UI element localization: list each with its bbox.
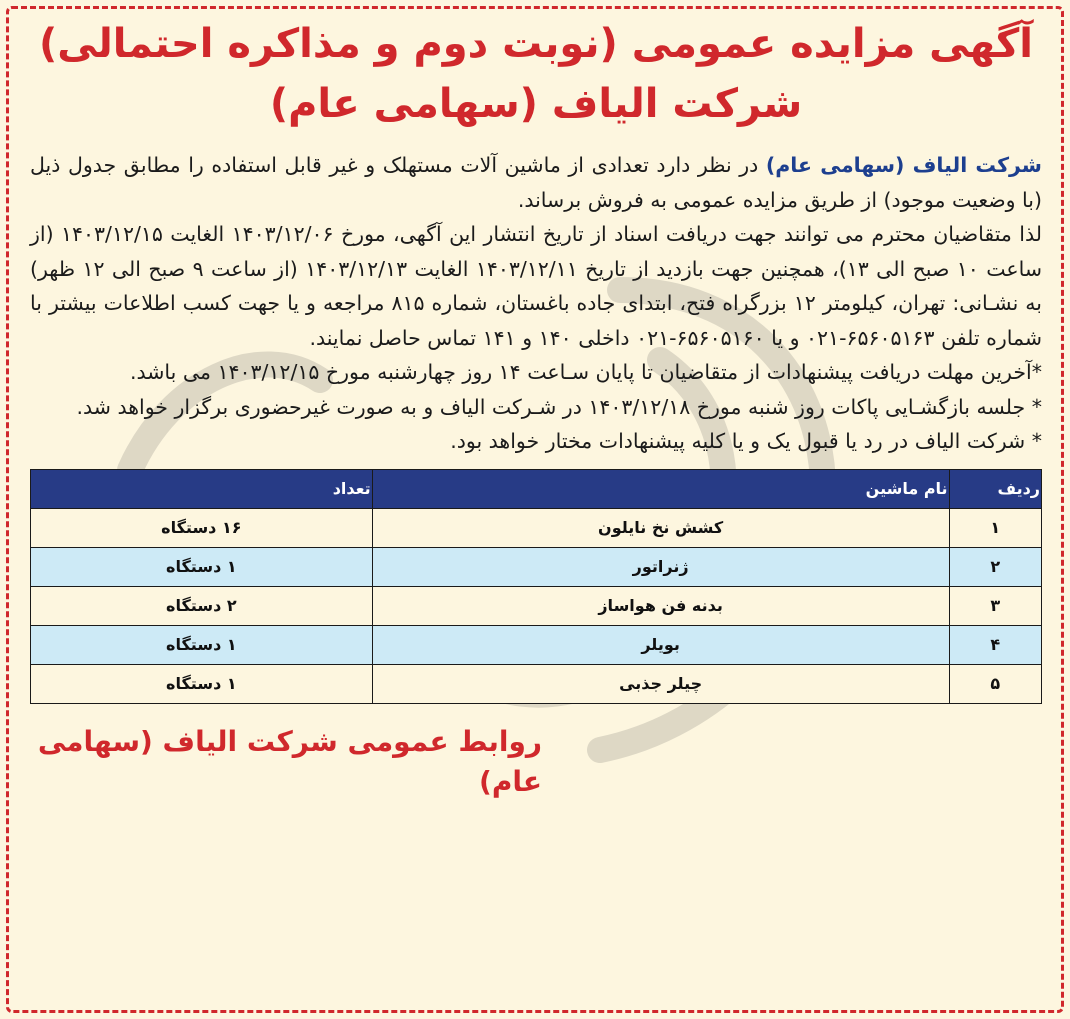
intro-paragraph [30, 148, 1042, 217]
table-row [31, 508, 1042, 547]
company-name: شرکت الیاف (سهامی عام) [765, 153, 1042, 177]
machine-count: ۱۶ دستگاه [31, 508, 373, 547]
deadline-note: *آخرین مهلت دریافت پیشنهادات از متقاضیان تا پایان سـاعت ۱۴ روز چهارشنبه مورخ ۱۴۰۳/۱۲/۱۵ می باشد. [129, 360, 1042, 384]
table-row [31, 547, 1042, 586]
header-row-number: ردیف [949, 469, 1041, 508]
row-number: ۳ [949, 586, 1041, 625]
machine-count: ۲ دستگاه [31, 586, 373, 625]
machine-name: بدنه فن هواساز [372, 586, 949, 625]
row-number: ۵ [949, 664, 1041, 703]
table-row [31, 586, 1042, 625]
row-number: ۱ [949, 508, 1041, 547]
notice-title-line-2: شرکت الیاف (سهامی عام) [269, 81, 803, 127]
table-row [31, 664, 1042, 703]
details-paragraph: لذا متقاضیان محترم می توانند جهت دریافت اسناد از تاریخ انتشار این آگهی، مورخ ۱۴۰۳/۱۲/۰۶ الغایت ۱۴۰۳/۱۲/۱۵ (از ساعت ۱۰ صبح الی ۱۳)، همچنین جهت بازدید از تاریخ ۱۴۰۳/۱۲/۱۱ الغایت ۱۴۰۳/۱۲/۱۳ (از ساعت ۹ صبح الی ۱۲ ظهر) به نشـانی: تهران، کیلومتر ۱۲ بزرگراه فتح، ابتدای جاده باغستان، شماره ۸۱۵ مراجعه و یا جهت کسب اطلاعات بیشتر با شماره تلفن ۶۵۶۰۵۱۶۳-۰۲۱ و یا ۶۵۶۰۵۱۶۰-۰۲۱ داخلی ۱۴۰ و ۱۴۱ تماس حاصل نمایند. [30, 222, 1043, 350]
machine-name: کشش نخ نایلون [372, 508, 949, 547]
machine-name: بویلر [372, 625, 949, 664]
machine-count: ۱ دستگاه [31, 664, 373, 703]
header-count: تعداد [31, 469, 373, 508]
row-number: ۴ [949, 625, 1041, 664]
row-number: ۲ [949, 547, 1041, 586]
machine-name: چیلر جذبی [372, 664, 949, 703]
notice-content [30, 14, 1042, 802]
public-relations-signature: روابط عمومی شرکت الیاف (سهامی عام) [37, 724, 542, 798]
intro-text: در نظر دارد تعدادی از ماشین آلات مستهلک و غیر قابل استفاده را مطابق جدول ذیل (با وضعیت موجود) از طریق مزایده عمومی به فروش برساند. [30, 153, 1042, 212]
machines-table [30, 469, 1042, 704]
machine-count: ۱ دستگاه [31, 547, 373, 586]
machine-name: ژنراتور [372, 547, 949, 586]
notice-title-line-1: آگهی مزایده عمومی (نوبت دوم و مذاکره احتمالی) [38, 21, 1033, 67]
header-machine-name: نام ماشین [372, 469, 949, 508]
table-row [31, 625, 1042, 664]
machine-count: ۱ دستگاه [31, 625, 373, 664]
notice-body [30, 148, 1042, 459]
table-header-row [31, 469, 1042, 508]
rights-note: * شرکت الیاف در رد یا قبول یک و یا کلیه پیشنهادات مختار خواهد بود. [450, 429, 1042, 453]
opening-session-note: * جلسه بازگشـایی پاکات روز شنبه مورخ ۱۴۰۳/۱۲/۱۸ در شـرکت الیاف و به صورت غیرحضوری برگزار خواهد شد. [76, 394, 1042, 419]
